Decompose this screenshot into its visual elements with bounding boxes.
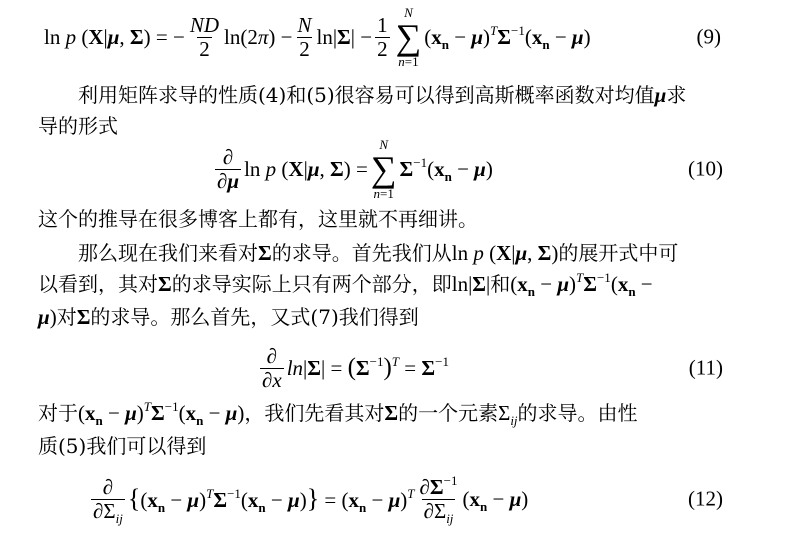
paragraph-element-derivative: 对于$(x_n - \mu)^T\Sigma^{-1}(x_n - \mu)$，我们先看其对Σ的一个元素$\Sigma_{ij}$的求导。由性 质(5)我们可以得到	[38, 399, 638, 458]
paragraph-derivation-note: 这个的推导在很多博客上都有，这里就不再细讲。	[38, 207, 478, 231]
equation-number-11: (11)	[688, 355, 723, 380]
paragraph-sigma-derivative: 那么现在我们来看对Σ的求导。首先我们从ln p (X|μ, Σ)的展开式中可 以看到，其对Σ的求导实际上只有两个部分，即ln|Σ|和$(x_n - \mu)^T\Sigma^{-1}(x_n$ − μ)对Σ的求导。那么首先，又式(7)我们得到	[38, 241, 679, 329]
paragraph-gradient-mean: 利用矩阵求导的性质(4)和(5)很容易可以得到高斯概率函数对均值μ求 导的形式	[38, 83, 687, 138]
equation-12: $\frac{\partial}{\partial\Sigma_{ij}}$ $\{(x_n - \mu)^T\Sigma^{-1}(x_n - \mu)\} = (x_n - \mu)^T$ $\frac{\partial\Sigma^{-1}}{\partial\Sigma_{ij}}$ $(x_n - \mu)$ (12)	[93, 473, 723, 526]
equation-number-12: (12)	[688, 486, 723, 511]
equation-9: ln p (X|μ, Σ) = − $\frac{ND}{2}$ ln(2π) − $\frac{N}{2}$ ln|Σ| − $\frac{1}{2}$ N ∑ n=1 $(x_n - \mu)^T\Sigma^{-1}(x_n - \mu)$ (9)	[44, 5, 721, 69]
equation-number-9: (9)	[696, 24, 721, 49]
equation-10: $\frac{\partial}{\partial\mu}$ ln p (X|μ, Σ) = N ∑ n=1 $\Sigma^{-1}(x_n - \mu)$ (10)	[217, 137, 723, 201]
equation-number-10: (10)	[688, 156, 723, 181]
equation-11: $\frac{\partial}{\partial x}$ $\ln|\Sigma| = (\Sigma^{-1})^T = \Sigma^{-1}$ (11)	[262, 344, 723, 392]
